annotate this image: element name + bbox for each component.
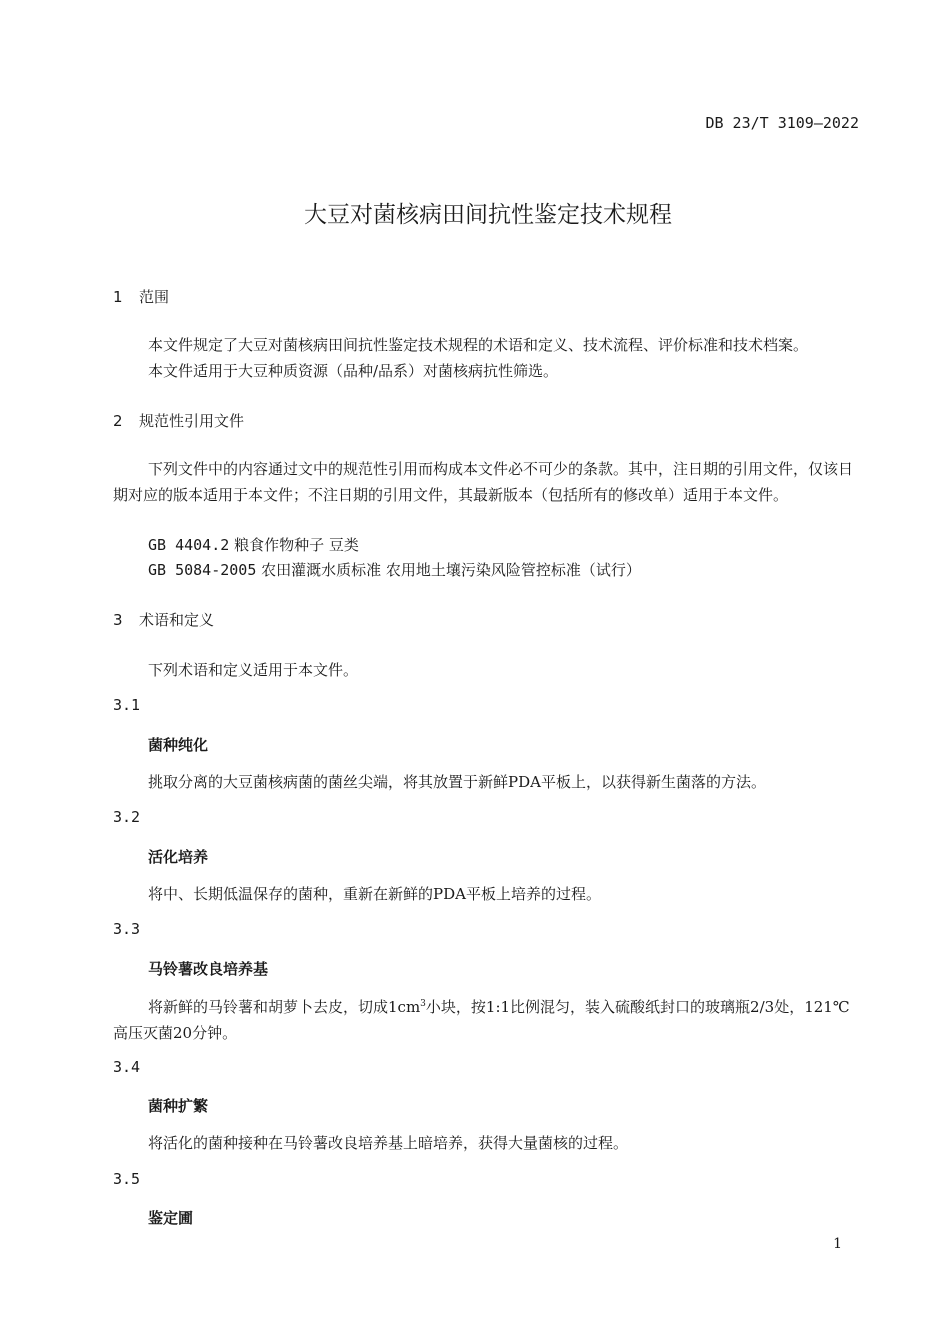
section-1-paragraph-1: 本文件规定了大豆对菌核病田间抗性鉴定技术规程的术语和定义、技术流程、评价标准和技术档案。 [148,336,809,354]
reference-item [148,534,359,555]
term-number: 3.5 [113,1170,141,1188]
section-number: 3 [113,611,123,629]
section-1-heading [113,286,169,307]
document-title: 大豆对菌核病田间抗性鉴定技术规程 [304,202,672,228]
superscript: 3 [420,999,426,1009]
section-number: 2 [113,412,123,430]
term-number: 3.3 [113,920,141,938]
term-name: 鉴定圃 [148,1209,194,1227]
term-name: 马铃薯改良培养基 [148,960,269,978]
term-definition: 将中、长期低温保存的菌种，重新在新鲜的PDA平板上培养的过程。 [148,885,601,903]
section-title: 规范性引用文件 [139,412,245,430]
section-2-heading [113,410,244,431]
section-1-paragraph-2: 本文件适用于大豆种质资源（品种/品系）对菌核病抗性筛选。 [148,362,559,380]
section-3-paragraph: 下列术语和定义适用于本文件。 [148,661,359,679]
term-name: 菌种扩繁 [148,1097,209,1115]
definition-text: 将新鲜的马铃薯和胡萝卜去皮，切成1cm [148,998,421,1016]
term-definition: 挑取分离的大豆菌核病菌的菌丝尖端，将其放置于新鲜PDA平板上，以获得新生菌落的方法。 [148,773,766,791]
term-number: 3.1 [113,696,141,714]
reference-title: 农田灌溉水质标准 农用地土壤污染风险管控标准（试行） [261,561,641,579]
term-name: 菌种纯化 [148,736,209,754]
term-name: 活化培养 [148,848,209,866]
section-title: 范围 [139,288,170,306]
section-title: 术语和定义 [139,611,215,629]
section-2-paragraph: 下列文件中的内容通过文中的规范性引用而构成本文件必不可少的条款。其中，注日期的引用文件，仅该日期对应的版本适用于本文件；不注日期的引用文件，其最新版本（包括所有的修改单）适用于本文件。 [113,460,854,504]
term-number: 3.4 [113,1058,141,1076]
standard-number: DB 23/T 3109—2022 [705,114,859,132]
reference-code: GB 4404.2 [148,536,230,554]
term-definition: 将活化的菌种接种在马铃薯改良培养基上暗培养，获得大量菌核的过程。 [148,1134,629,1152]
term-number: 3.2 [113,808,141,826]
section-number: 1 [113,288,123,306]
definition-text: 小块，按1:1比例混匀，装入硫酸纸封口的玻璃瓶2/3处，121℃高压灭菌20分钟。 [113,998,850,1042]
reference-code: GB 5084-2005 [148,561,257,579]
term-definition [113,991,863,1046]
page-number: 1 [833,1236,842,1252]
reference-title: 粮食作物种子 豆类 [234,536,359,554]
section-3-heading [113,609,214,630]
reference-item [148,559,641,580]
